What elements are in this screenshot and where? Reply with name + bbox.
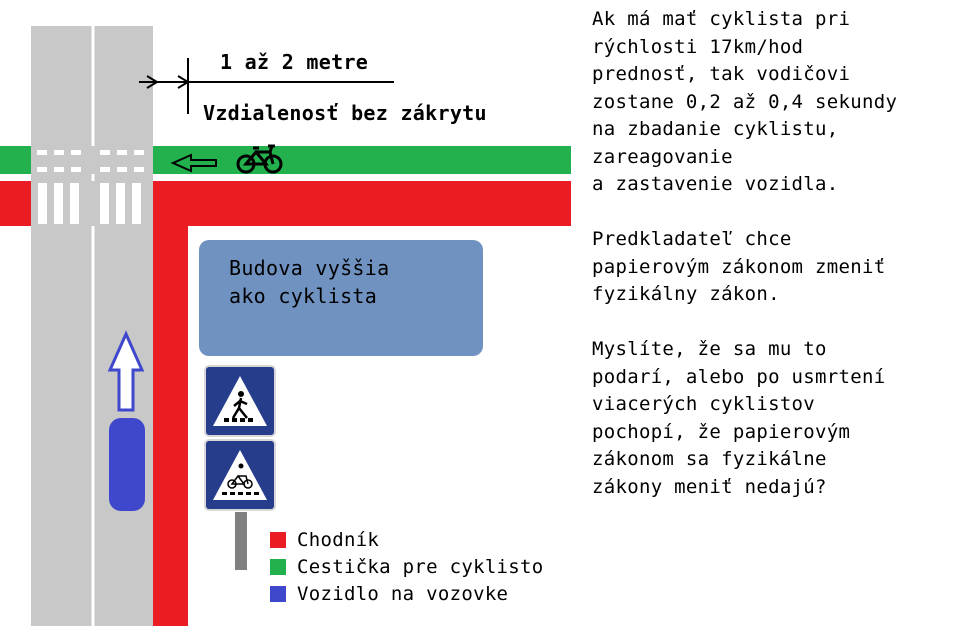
- paragraph-reaction-time: Ak má mať cyklista pri rýchlosti 17km/hod prednosť, tak vodičovi zostane 0,2 až 0,4 sekundy na zbadanie cyklistu, zareagovanie a zastavenie vozidla.: [592, 8, 898, 195]
- explanation-text: [592, 6, 964, 501]
- pedestrian-crossing-sign-icon: [205, 366, 275, 436]
- legend-swatch-sidewalk: [270, 532, 286, 548]
- cyclist-crossing-sign-icon: [205, 440, 275, 510]
- sign-post: [235, 512, 247, 570]
- legend-swatch-bike-path: [270, 559, 286, 575]
- distance-label: 1 až 2 metre: [220, 50, 369, 74]
- building-label: Budova vyššia ako cyklista: [229, 256, 390, 308]
- legend-label: Cestička pre cyklisto: [297, 556, 544, 578]
- sidewalk-top: [153, 181, 571, 226]
- bike-path-left: [0, 146, 31, 174]
- legend-swatch-vehicle: [270, 586, 286, 602]
- paragraph-question: Myslíte, že sa mu to podarí, alebo po usmrtení viacerých cyklistov pochopí, že papierovým zákonom sa fyzikálne zákony meniť nedajú?: [592, 338, 886, 498]
- building: [199, 240, 483, 356]
- paragraph-proposer: Predkladateľ chce papierovým zákonom zmeniť fyzikálny zákon.: [592, 228, 886, 305]
- sidewalk-vertical: [153, 226, 188, 626]
- sidewalk-left: [0, 181, 31, 226]
- legend-label: Vozidlo na vozovke: [297, 583, 509, 605]
- legend-label: Chodník: [297, 529, 380, 551]
- blind-zone-label: Vzdialenosť bez zákrytu: [203, 101, 487, 125]
- vehicle: [109, 418, 145, 511]
